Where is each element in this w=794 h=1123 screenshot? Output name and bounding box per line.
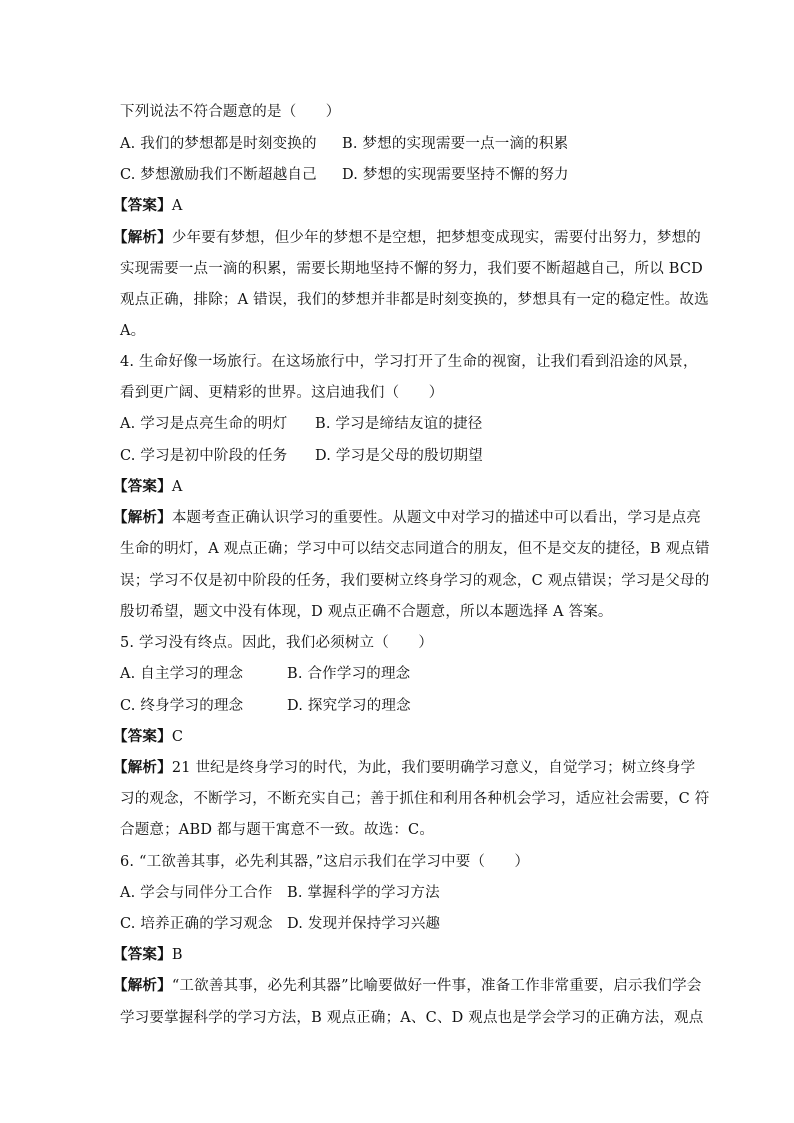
q4-option-c: C. 学习是初中阶段的任务 <box>120 448 288 464</box>
q3-option-c: C. 梦想激励我们不断超越自己 <box>120 167 317 183</box>
analysis-text: 本题考查正确认识学习的重要性。从题文中对学习的描述中可以看出，学习是点亮 <box>171 510 702 526</box>
q6-answer <box>113 945 183 965</box>
q5-analysis-line-1 <box>113 758 695 778</box>
answer-label: 【答案】 <box>113 197 172 214</box>
q3-analysis-line-1 <box>113 228 701 248</box>
q5-stem: 5. 学习没有终点。因此，我们必须树立（ ） <box>120 635 434 651</box>
analysis-label: 【解析】 <box>113 977 172 994</box>
q5-option-b: B. 合作学习的理念 <box>287 666 411 682</box>
q6-stem: 6. “工欲善其事，必先利其器，”这启示我们在学习中要（ ） <box>120 854 530 870</box>
q4-analysis-line-3: 误；学习不仅是初中阶段的任务，我们要树立终身学习的观念，C 观点错误；学习是父母的 <box>120 573 710 589</box>
q5-option-c: C. 终身学习的理念 <box>120 698 244 714</box>
answer-value: A <box>171 479 183 495</box>
q4-analysis-line-1 <box>113 508 701 528</box>
q4-stem-line-1: 4. 生命好像一场旅行。在这场旅行中，学习打开了生命的视窗，让我们看到沿途的风景， <box>120 354 698 370</box>
q3-stem: 下列说法不符合题意的是（ ） <box>120 104 341 120</box>
answer-value: C <box>171 729 184 745</box>
answer-value: A <box>171 198 183 214</box>
q3-option-d: D. 梦想的实现需要坚持不懈的努力 <box>342 167 569 183</box>
q3-analysis-line-4: A。 <box>120 323 146 339</box>
analysis-text: 21 世纪是终身学习的时代，为此，我们要明确学习意义，自觉学习；树立终身学 <box>171 760 696 776</box>
q4-analysis-line-2: 生命的明灯，A 观点正确；学习中可以结交志同道合的朋友，但不是交友的捷径，B 观点错 <box>120 541 710 557</box>
q3-answer <box>113 196 182 216</box>
q3-analysis-line-2: 实现需要一点一滴的积累，需要长期地坚持不懈的努力，我们要不断超越自己，所以 BCD <box>120 261 703 277</box>
q6-option-a: A. 学会与同伴分工合作 <box>120 885 273 901</box>
q4-answer <box>113 477 182 497</box>
answer-label: 【答案】 <box>113 478 172 495</box>
analysis-label: 【解析】 <box>113 759 172 776</box>
q4-option-d: D. 学习是父母的殷切期望 <box>315 448 483 464</box>
analysis-text: 少年要有梦想，但少年的梦想不是空想，把梦想变成现实，需要付出努力，梦想的 <box>171 230 702 246</box>
q6-analysis-line-2: 学习要掌握科学的学习方法，B 观点正确；A、C、D 观点也是学会学习的正确方法，观点 <box>120 1010 704 1026</box>
q5-option-d: D. 探究学习的理念 <box>287 698 411 714</box>
answer-value: B <box>171 947 183 963</box>
q5-option-a: A. 自主学习的理念 <box>120 666 244 682</box>
analysis-text: “工欲善其事，必先利其器”比喻要做好一件事，准备工作非常重要，启示我们学会 <box>171 978 702 994</box>
q3-analysis-line-3: 观点正确，排除；A 错误，我们的梦想并非都是时刻变换的，梦想具有一定的稳定性。故选 <box>120 292 709 308</box>
answer-label: 【答案】 <box>113 728 172 745</box>
q4-analysis-line-4: 殷切希望，题文中没有体现，D 观点正确不合题意，所以本题选择 A 答案。 <box>120 604 613 620</box>
q6-option-b: B. 掌握科学的学习方法 <box>287 885 440 901</box>
q5-analysis-line-3: 合题意；ABD 都与题干寓意不一致。故选：C。 <box>120 822 435 838</box>
analysis-label: 【解析】 <box>113 229 172 246</box>
q5-analysis-line-2: 习的观念，不断学习，不断充实自己；善于抓住和利用各种机会学习，适应社会需要，C 符 <box>120 791 710 807</box>
q4-option-b: B. 学习是缔结友谊的捷径 <box>315 416 483 432</box>
q3-option-a: A. 我们的梦想都是时刻变换的 <box>120 136 317 152</box>
answer-label: 【答案】 <box>113 946 172 963</box>
q6-analysis-line-1 <box>113 976 702 996</box>
q6-option-c: C. 培养正确的学习观念 <box>120 916 273 932</box>
analysis-label: 【解析】 <box>113 509 172 526</box>
q4-option-a: A. 学习是点亮生命的明灯 <box>120 416 288 432</box>
q6-option-d: D. 发现并保持学习兴趣 <box>287 916 441 932</box>
q4-stem-line-2: 看到更广阔、更精彩的世界。这启迪我们（ ） <box>120 385 444 401</box>
q3-option-b: B. 梦想的实现需要一点一滴的积累 <box>342 136 569 152</box>
q5-answer <box>113 727 183 747</box>
